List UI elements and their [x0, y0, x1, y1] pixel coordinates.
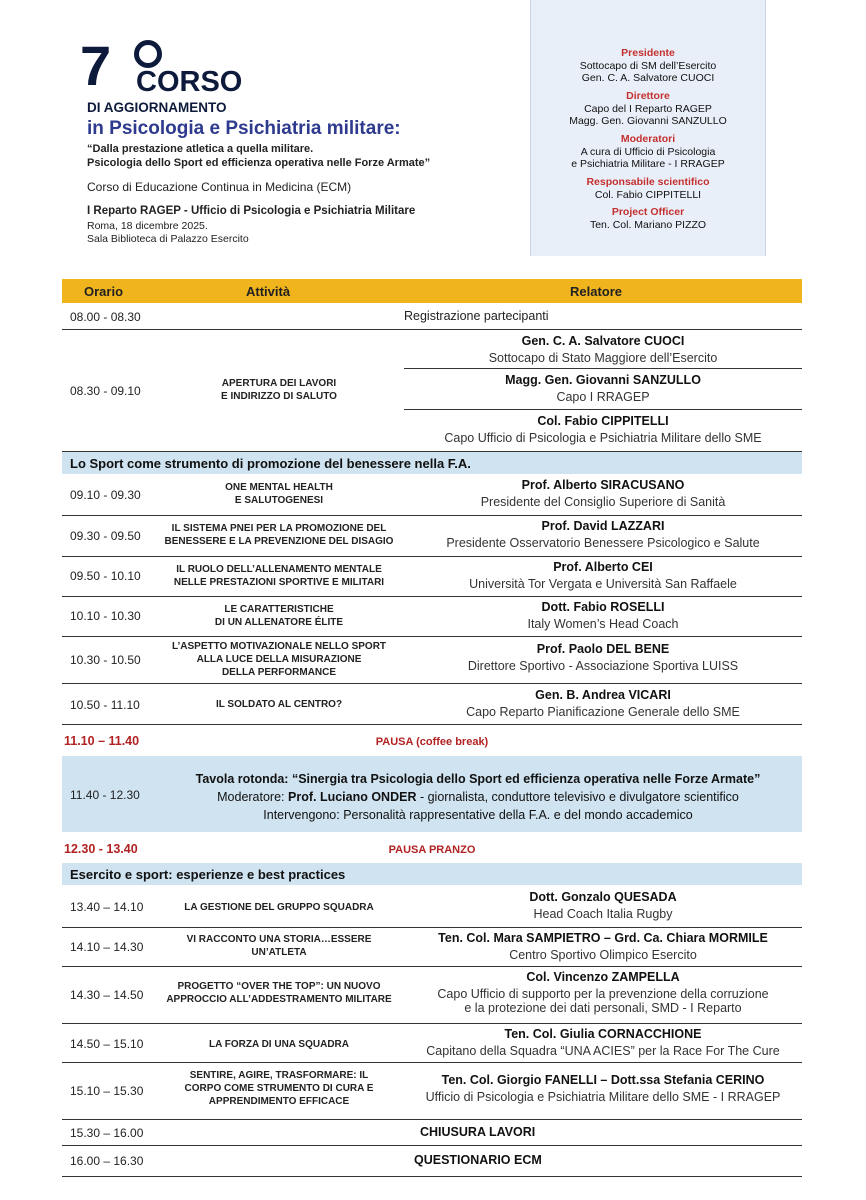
header-relatore: Relatore — [570, 284, 623, 299]
speaker-name: Dott. Gonzalo QUESADA — [529, 890, 677, 904]
speaker — [404, 970, 802, 1015]
activity-line: IL SOLDATO AL CENTRO? — [215, 699, 343, 710]
round-table-text — [154, 770, 802, 824]
activity-line: E SALUTOGENESI — [234, 495, 324, 506]
activity-line: APPRENDIMENTO EFFICACE — [208, 1096, 350, 1107]
activity-line: BENESSERE E LA PREVENZIONE DEL DISAGIO — [164, 536, 394, 547]
speaker-name: Ten. Col. Mara SAMPIETRO – Grd. Ca. Chiara MORMILE — [438, 931, 768, 945]
ecm-label: Corso di Educazione Continua in Medicina (ECM) — [87, 180, 352, 194]
venue: Sala Biblioteca di Palazzo Esercito — [87, 233, 249, 245]
speaker-name: Prof. David LAZZARI — [541, 519, 665, 533]
row-activity — [154, 980, 404, 1006]
row-time: 10.30 - 10.50 — [70, 653, 141, 667]
subtitle-line-1: “Dalla prestazione atletica a quella militare. — [87, 143, 314, 155]
header-attivita: Attività — [246, 284, 291, 299]
row-text: Registrazione partecipanti — [404, 309, 549, 323]
row-time: 08.00 - 08.30 — [70, 310, 141, 324]
row-time: 10.10 - 10.30 — [70, 609, 141, 623]
table-row — [62, 1120, 802, 1146]
speaker-desc: e la protezione dei dati personali, SMD - I Reparto — [464, 1001, 742, 1015]
activity-line: CORPO COME STRUMENTO DI CURA E — [184, 1083, 374, 1094]
activity-line: APERTURA DEI LAVORI — [221, 378, 337, 389]
row-time: 09.30 - 09.50 — [70, 529, 141, 543]
moderator-suffix: - giornalista, conduttore televisivo e divulgatore scientifico — [416, 790, 739, 804]
activity-line: LE CARATTERISTICHE — [224, 604, 334, 615]
table-row — [62, 330, 802, 452]
table-row — [62, 1024, 802, 1063]
table-row — [62, 886, 802, 928]
row-time: 15.30 – 16.00 — [70, 1126, 144, 1140]
row-activity — [154, 603, 404, 629]
activity-line: SENTIRE, AGIRE, TRASFORMARE: IL — [189, 1070, 369, 1081]
header-orario: Orario — [84, 284, 124, 299]
row-time: 09.10 - 09.30 — [70, 488, 141, 502]
speaker — [404, 373, 802, 404]
responsabile-line-1: Col. Fabio CIPPITELLI — [594, 189, 702, 201]
section-header — [62, 863, 802, 885]
activity-line: VI RACCONTO UNA STORIA…ESSERE — [186, 934, 372, 945]
table-row — [62, 475, 802, 516]
direttore-line-2: Magg. Gen. Giovanni SANZULLO — [569, 115, 727, 127]
speaker — [404, 1027, 802, 1058]
section-title: Lo Sport come strumento di promozione del benessere nella F.A. — [70, 456, 471, 471]
activity-line: NELLE PRESTAZIONI SPORTIVE E MILITARI — [173, 577, 385, 588]
speaker-desc: Università Tor Vergata e Università San Raffaele — [469, 577, 737, 591]
speaker-name: Magg. Gen. Giovanni SANZULLO — [505, 373, 701, 387]
speaker-name: Gen. B. Andrea VICARI — [535, 688, 671, 702]
row-time: 11.40 - 12.30 — [70, 788, 140, 802]
table-row — [62, 557, 802, 597]
activity-line: UN’ATLETA — [251, 947, 307, 958]
row-time: 16.00 – 16.30 — [70, 1154, 144, 1168]
project-officer-line-1: Ten. Col. Mariano PIZZO — [589, 219, 707, 231]
table-row — [62, 967, 802, 1024]
activity-line: IL RUOLO DELL’ALLENAMENTO MENTALE — [176, 564, 382, 575]
speaker — [404, 890, 802, 921]
speaker-desc: Italy Women’s Head Coach — [527, 617, 679, 631]
logo-aggiornamento: DI AGGIORNAMENTO — [87, 100, 227, 115]
speaker-desc: Centro Sportivo Olimpico Esercito — [509, 948, 697, 962]
activity-line: APPROCCIO ALL’ADDESTRAMENTO MILITARE — [166, 994, 392, 1005]
speaker-name: Gen. C. A. Salvatore CUOCI — [521, 334, 685, 348]
speaker-desc: Capo Ufficio di supporto per la prevenzione della corruzione — [437, 987, 769, 1001]
speaker-desc: Direttore Sportivo - Associazione Sportiva LUISS — [467, 659, 739, 673]
pause-label: PAUSA PRANZO — [388, 844, 476, 856]
moderator-name: Prof. Luciano ONDER — [288, 790, 417, 804]
speaker-desc: Sottocapo di Stato Maggiore dell’Esercito — [488, 351, 718, 365]
speaker-name: Prof. Alberto SIRACUSANO — [521, 478, 685, 492]
activity-line: LA FORZA DI UNA SQUADRA — [209, 1039, 349, 1050]
direttore-line-1: Capo del I Reparto RAGEP — [584, 103, 712, 115]
row-text: CHIUSURA LAVORI — [420, 1125, 536, 1139]
activity-line: E INDIRIZZO DI SALUTO — [221, 391, 337, 402]
speaker-name: Ten. Col. Giulia CORNACCHIONE — [504, 1027, 702, 1041]
row-text: QUESTIONARIO ECM — [414, 1153, 542, 1167]
row-activity — [154, 1069, 404, 1108]
activity-line: ONE MENTAL HEALTH — [225, 482, 333, 493]
activity-line: ALLA LUCE DELLA MISURAZIONE — [196, 654, 362, 665]
responsabile-label: Responsabile scientifico — [586, 176, 710, 188]
pause-time: 11.10 – 11.40 — [64, 734, 140, 748]
row-activity — [154, 640, 404, 679]
row-time: 13.40 – 14.10 — [70, 900, 144, 914]
speaker — [404, 688, 802, 719]
row-activity — [154, 901, 404, 914]
committee-box — [530, 0, 766, 256]
table-row — [62, 928, 802, 967]
speaker-name: Col. Vincenzo ZAMPELLA — [526, 970, 680, 984]
speaker — [404, 642, 802, 673]
speaker — [404, 931, 802, 962]
speaker — [404, 560, 802, 591]
table-row — [62, 1063, 802, 1120]
row-activity — [154, 563, 404, 589]
activity-line: IL SISTEMA PNEI PER LA PROMOZIONE DEL — [171, 523, 387, 534]
speaker-desc: Presidente del Consiglio Superiore di Sanità — [480, 495, 726, 509]
table-row — [62, 303, 802, 330]
moderatori-label: Moderatori — [620, 133, 676, 145]
row-time: 09.50 - 10.10 — [70, 569, 141, 583]
speaker-name: Prof. Paolo DEL BENE — [536, 642, 670, 656]
activity-line: LA GESTIONE DEL GRUPPO SQUADRA — [184, 902, 374, 913]
activity-line: DI UN ALLENATORE ÉLITE — [214, 617, 344, 628]
logo-degree-mark — [134, 40, 162, 68]
row-time: 14.50 – 15.10 — [70, 1037, 144, 1051]
row-activity — [154, 377, 404, 403]
speaker-desc: Capitano della Squadra “UNA ACIES” per la Race For The Cure — [426, 1044, 780, 1058]
row-time: 14.10 – 14.30 — [70, 940, 144, 954]
table-row-pause — [62, 834, 802, 862]
speaker — [404, 1073, 802, 1104]
speaker-name: Ten. Col. Giorgio FANELLI – Dott.ssa Stefania CERINO — [441, 1073, 765, 1087]
section-header — [62, 452, 802, 474]
round-table-moderator — [154, 788, 802, 806]
speaker-desc: Presidente Osservatorio Benessere Psicologico e Salute — [446, 536, 760, 550]
row-activity — [154, 1038, 404, 1051]
table-row — [62, 684, 802, 725]
table-row — [62, 637, 802, 684]
table-row — [62, 1146, 802, 1177]
table-row — [62, 597, 802, 637]
round-table-participants: Intervengono: Personalità rappresentative della F.A. e del mondo accademico — [263, 808, 693, 822]
activity-line: DELLA PERFORMANCE — [221, 667, 337, 678]
row-activity — [154, 698, 404, 711]
row-activity — [154, 522, 404, 548]
speaker — [404, 600, 802, 631]
speaker — [404, 519, 802, 550]
presidente-label: Presidente — [621, 47, 675, 59]
round-table-title: Tavola rotonda: “Sinergia tra Psicologia dello Sport ed efficienza operativa nelle Forze Armate” — [195, 772, 761, 786]
speaker — [404, 478, 802, 509]
moderatori-line-1: A cura di Ufficio di Psicologia — [580, 146, 716, 158]
direttore-label: Direttore — [626, 90, 670, 102]
presidente-line-2: Gen. C. A. Salvatore CUOCI — [581, 72, 715, 84]
divider — [404, 409, 802, 410]
speaker-desc: Ufficio di Psicologia e Psichiatria Militare dello SME - I RRAGEP — [425, 1090, 781, 1104]
activity-line: PROGETTO “OVER THE TOP”: UN NUOVO — [177, 981, 381, 992]
activity-line: L’ASPETTO MOTIVAZIONALE NELLO SPORT — [171, 641, 387, 652]
row-time: 10.50 - 11.10 — [70, 698, 140, 712]
course-subject: in Psicologia e Psichiatria militare: — [87, 118, 401, 139]
row-time: 15.10 – 15.30 — [70, 1084, 144, 1098]
speaker — [404, 334, 802, 365]
presidente-line-1: Sottocapo di SM dell’Esercito — [579, 60, 717, 72]
date-place: Roma, 18 dicembre 2025. — [87, 220, 208, 232]
table-header — [62, 279, 802, 303]
table-row — [62, 516, 802, 557]
speaker-desc: Capo Reparto Pianificazione Generale dello SME — [466, 705, 740, 719]
speaker-name: Col. Fabio CIPPITELLI — [537, 414, 669, 428]
moderatori-line-2: e Psichiatria Militare - I RRAGEP — [571, 158, 725, 170]
section-title: Esercito e sport: esperienze e best practices — [70, 867, 346, 882]
speaker-desc: Capo Ufficio di Psicologia e Psichiatria Militare dello SME — [444, 431, 762, 445]
speaker — [404, 414, 802, 445]
speaker-name: Prof. Alberto CEI — [553, 560, 653, 574]
row-activity — [154, 933, 404, 959]
moderator-prefix: Moderatore: — [217, 790, 288, 804]
subtitle-line-2: Psicologia dello Sport ed efficienza operativa nelle Forze Armate” — [87, 157, 431, 169]
divider — [404, 368, 802, 369]
project-officer-label: Project Officer — [611, 206, 685, 218]
row-time: 14.30 – 14.50 — [70, 988, 144, 1002]
speaker-name: Dott. Fabio ROSELLI — [541, 600, 665, 614]
table-row-pause — [62, 725, 802, 754]
pause-label: PAUSA (coffee break) — [375, 736, 489, 748]
logo-number: 7 — [80, 34, 110, 97]
organizer: I Reparto RAGEP - Ufficio di Psicologia e Psichiatria Militare — [87, 205, 416, 217]
logo-corso: CORSO — [136, 66, 243, 98]
speaker-desc: Head Coach Italia Rugby — [533, 907, 673, 921]
pause-time: 12.30 - 13.40 — [64, 842, 138, 856]
round-table-row — [62, 756, 802, 832]
speaker-desc: Capo I RRAGEP — [556, 390, 650, 404]
row-activity — [154, 481, 404, 507]
row-time: 08.30 - 09.10 — [70, 384, 141, 398]
